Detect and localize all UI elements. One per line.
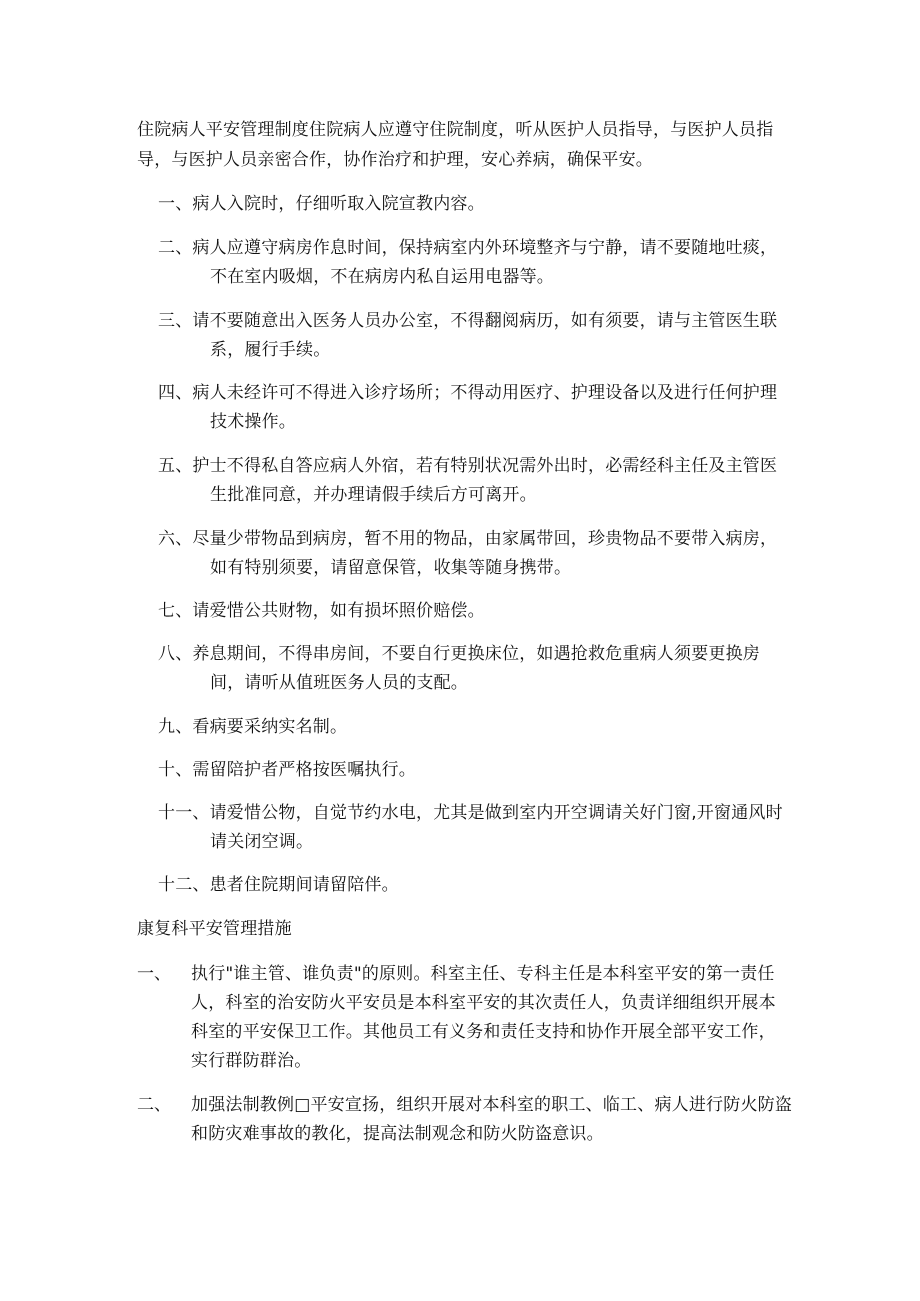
section2-item-1-line-3: 科室的平安保卫工作。其他员工有义务和责任支持和协作开展全部平安工作，: [191, 1022, 776, 1042]
rule-5-line-2: 生批准同意，并办理请假手续后方可离开。: [210, 485, 537, 505]
rule-1-line-1: 一、病人入院时，仔细听取入院宣教内容。: [158, 194, 485, 214]
section2-item-2-line-1: 加强法制教例□平安宣扬，组织开展对本科室的职工、临工、病人进行防火防盗: [191, 1095, 793, 1115]
rule-2-line-2: 不在室内吸烟，不在病房内私自运用电器等。: [210, 267, 554, 287]
rule-3-line-2: 系，履行手续。: [210, 340, 331, 360]
rule-4-line-1: 四、病人未经许可不得进入诊疗场所；不得动用医疗、护理设备以及进行任何护理: [158, 383, 778, 403]
rule-11-line-1: 十一、请爱惜公物，自觉节约水电，尤其是做到室内开空调请关好门窗,开窗通风时: [158, 803, 783, 823]
section2-item-1-line-1: 执行"谁主管、谁负责"的原则。科室主任、专科主任是本科室平安的第一责任: [191, 964, 775, 984]
rule-11-line-2: 请关闭空调。: [210, 832, 314, 852]
rule-6-line-1: 六、尽量少带物品到病房，暂不用的物品，由家属带回，珍贵物品不要带入病房，: [158, 529, 778, 549]
rule-8-line-2: 间，请听从值班医务人员的支配。: [210, 673, 468, 693]
section2-title: 康复科平安管理措施: [137, 919, 292, 939]
rule-2-line-1: 二、病人应遵守病房作息时间，保持病室内外环境整齐与宁静，请不要随地吐痰，: [158, 238, 778, 258]
rule-10-line-1: 十、需留陪护者严格按医嘱执行。: [158, 760, 416, 780]
section2-item-1-number: 一、: [137, 964, 171, 984]
section2-item-1-line-4: 实行群防群治。: [191, 1051, 312, 1071]
rule-6-line-2: 如有特别须要，请留意保管，收集等随身携带。: [210, 558, 572, 578]
rule-12-line-1: 十二、患者住院期间请留陪伴。: [158, 875, 399, 895]
section2-item-1-line-2: 人，科室的治安防火平安员是本科室平安的其次责任人，负责详细组织开展本: [191, 993, 776, 1013]
rule-3-line-1: 三、请不要随意出入医务人员办公室，不得翻阅病历，如有须要，请与主管医生联: [158, 311, 778, 331]
rule-5-line-1: 五、护士不得私自答应病人外宿，若有特别状况需外出时，必需经科主任及主管医: [158, 456, 778, 476]
section2-item-2-number: 二、: [137, 1095, 171, 1115]
rule-7-line-1: 七、请爱惜公共财物，如有损坏照价赔偿。: [158, 601, 485, 621]
rule-4-line-2: 技术操作。: [210, 412, 296, 432]
intro-line-2: 导，与医护人员亲密合作，协作治疗和护理，安心养病，确保平安。: [137, 150, 653, 170]
rule-9-line-1: 九、看病要采纳实名制。: [158, 717, 348, 737]
section2-item-2-line-2: 和防灾难事故的教化，提高法制观念和防火防盗意识。: [191, 1124, 604, 1144]
intro-line-1: 住院病人平安管理制度住院病人应遵守住院制度，听从医护人员指导，与医护人员指: [137, 120, 774, 140]
rule-8-line-1: 八、养息期间，不得串房间，不要自行更换床位，如遇抢救危重病人须要更换房: [158, 644, 760, 664]
